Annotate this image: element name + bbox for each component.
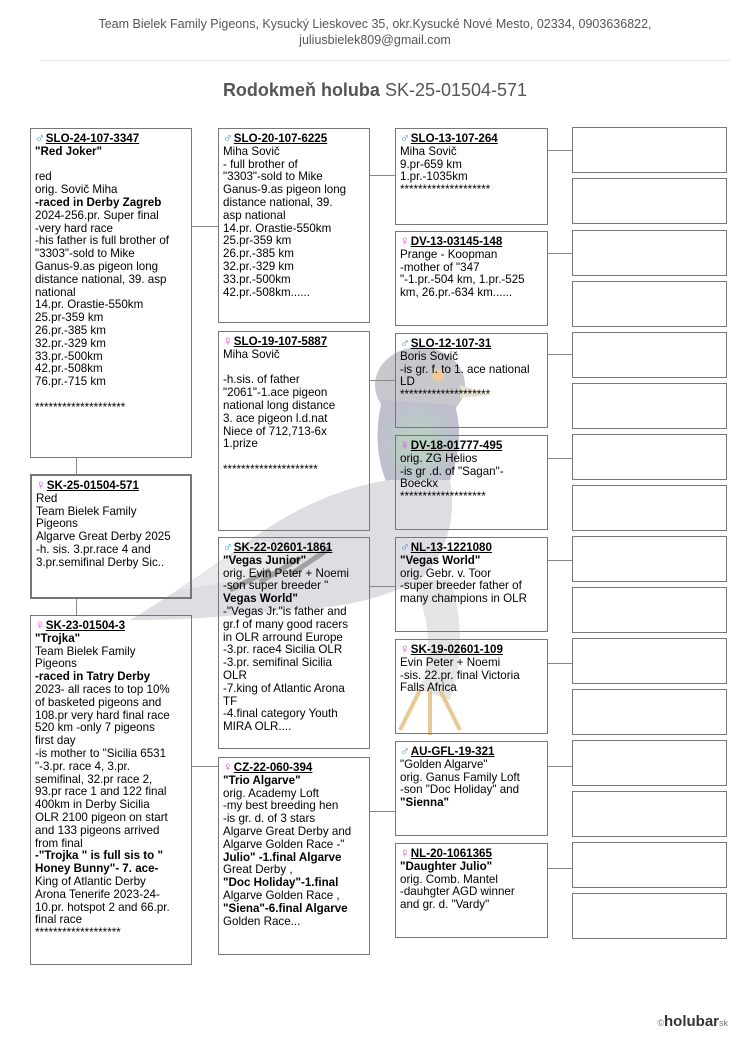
pigeon-line: orig. Academy Loft [223, 786, 320, 800]
pigeon-line: Evin Peter + Noemi [400, 655, 501, 669]
pigeon-line: first day [35, 734, 76, 748]
pigeon-line: 1.prize [223, 437, 258, 451]
header-email: juliusbielek809@gmail.com [299, 33, 451, 47]
pigeon-line: 25.pr-359 km [35, 311, 104, 325]
ring-number[interactable]: SK-22-02601-1861 [233, 541, 333, 554]
pigeon-line: orig. Sovič Miha [35, 183, 118, 197]
connector [76, 457, 77, 474]
pigeon-line: km, 26.pr.-634 km...... [400, 286, 513, 300]
pigeon-line: -son super breeder " [223, 579, 329, 593]
pigeon-line: gr.f of many good racers [223, 617, 349, 631]
empty-ancestor-box[interactable] [572, 689, 727, 735]
pigeon-line: "3303"-sold to Mike [35, 247, 135, 261]
pigeon-line: 520 km -only 7 pigeons [35, 721, 155, 735]
pigeon-line: 76.pr.-715 km [35, 375, 106, 389]
pigeon-line: 25.pr-359 km [223, 234, 292, 248]
pigeon-line: 9.pr-659 km [400, 157, 462, 171]
ring-number[interactable]: DV-18-01777-495 [410, 439, 503, 452]
empty-ancestor-box[interactable] [572, 740, 727, 786]
pigeon-line: Red [36, 491, 58, 505]
connector [548, 150, 572, 151]
pigeon-card-mf[interactable] [218, 537, 370, 749]
pigeon-line: ******************** [35, 400, 126, 414]
pigeon-line: "-1.pr.-504 km, 1.pr.-525 [400, 273, 525, 287]
female-icon: ♀ [223, 759, 233, 774]
header-divider [40, 60, 730, 61]
pigeon-line: Algarve Great Derby 2025 [36, 530, 171, 544]
connector [192, 226, 218, 227]
female-icon: ♀ [400, 845, 410, 860]
pigeon-line: orig. Evin Peter + Noemi [223, 566, 349, 580]
pigeon-line: -very hard race [35, 221, 113, 235]
page-title-ring: SK-25-01504-571 [384, 80, 528, 100]
pigeon-line: from final [35, 836, 83, 850]
breeder-header [0, 16, 750, 48]
pigeon-line: "Siena"-6.final Algarve [223, 901, 348, 915]
pigeon-card-fm[interactable] [218, 331, 370, 531]
pigeon-line: 33.pr.-500km [223, 272, 291, 286]
page-title-label: Rodokmeň holuba [222, 80, 380, 100]
pigeon-line: -h. sis. 3.pr.race 4 and [36, 542, 151, 556]
pigeon-line: ******************* [35, 926, 121, 940]
connector [548, 868, 572, 869]
pigeon-card-mother[interactable] [30, 615, 192, 965]
pigeon-line: Prange - Koopman [400, 247, 498, 261]
female-icon: ♀ [223, 333, 233, 348]
pigeon-line: "Sienna" [400, 796, 450, 810]
pigeon-line: "2061"-1.ace pigeon [223, 386, 328, 400]
ring-number[interactable]: DV-13-03145-148 [410, 235, 503, 248]
pigeon-line: distance national, 39. [223, 195, 333, 209]
connector [548, 663, 572, 664]
pigeon-line: ******************** [400, 388, 491, 402]
holubar-logo [657, 1013, 728, 1030]
pigeon-line: of basketed pigeons and [35, 695, 162, 709]
pigeon-card-subject[interactable] [30, 474, 192, 599]
pigeon-line: 3.pr.semifinal Derby Sic.. [36, 555, 165, 569]
pigeon-line: 42.pr.-508km [35, 362, 103, 376]
pigeon-card-ff[interactable] [218, 128, 370, 323]
pigeon-line: 400km in Derby Sicilia [35, 798, 150, 812]
pigeon-line: final race [35, 913, 83, 927]
ring-number[interactable]: NL-13-1221080 [410, 541, 492, 554]
pigeon-line: and 133 pigeons arrived [35, 823, 160, 837]
pigeon-card-mmf[interactable] [395, 741, 548, 836]
pigeon-line: -my best breeding hen [223, 799, 339, 813]
pigeon-line: "3303"-sold to Mike [223, 170, 323, 184]
pigeon-line: -is gr .d. of "Sagan"- [400, 464, 504, 478]
pigeon-line: -"Trojka " is full sis to " [35, 849, 163, 863]
pigeon-line [35, 159, 187, 172]
female-icon: ♀ [400, 641, 410, 656]
ring-number[interactable]: AU-GFL-19-321 [410, 745, 495, 758]
pigeon-line: -sis. 22.pr. final Victoria [400, 668, 520, 682]
pigeon-line: -h.sis. of father [223, 373, 300, 387]
pigeon-line: "-3.pr. race 4, 3.pr. [35, 759, 130, 773]
pigeon-line: "Golden Algarve" [400, 757, 488, 771]
male-icon: ♂ [223, 539, 233, 554]
pigeon-line: Algarve Golden Race , [223, 888, 340, 902]
pigeon-line: 93.pr race 1 and 122 final [35, 785, 167, 799]
empty-ancestor-box[interactable] [572, 791, 727, 837]
pigeon-line: 26.pr.-385 km [35, 323, 106, 337]
ring-number[interactable]: CZ-22-060-394 [233, 761, 313, 774]
pigeon-line: Algarve Great Derby and [223, 824, 352, 838]
pigeon-line: Pigeons [35, 657, 77, 671]
page-title [0, 80, 750, 101]
pigeon-line: "Trio Algarve" [223, 773, 301, 787]
pigeon-line: Miha Sovič [223, 347, 280, 361]
logo-suffix: sk [719, 1018, 728, 1028]
pigeon-line: -super breeder father of [400, 579, 522, 593]
empty-ancestor-box[interactable] [572, 485, 727, 531]
pigeon-line: Team Bielek Family [35, 644, 136, 658]
pigeon-line: orig. Ganus Family Loft [400, 770, 520, 784]
pigeon-line: King of Atlantic Derby [35, 874, 146, 888]
ring-number[interactable]: SK-19-02601-109 [410, 643, 503, 656]
pigeon-line: -raced in Derby Zagreb [35, 195, 162, 209]
connector [370, 811, 395, 812]
pigeon-line: Boeckx [400, 477, 439, 491]
pigeon-line: -is gr. d. of 3 stars [223, 812, 316, 826]
pigeon-line: -3.pr. semifinal Sicilia [223, 656, 332, 670]
pigeon-line: Niece of 712,713-6x [223, 424, 327, 438]
pigeon-line: Arona Tenerife 2023-24- [35, 887, 160, 901]
pigeon-line: -mother of "347 [400, 260, 480, 274]
pigeon-line: -son "Doc Holiday" and [400, 783, 520, 797]
male-icon: ♂ [400, 130, 410, 145]
pigeon-line: 108.pr very hard final race [35, 708, 170, 722]
male-icon: ♂ [35, 130, 45, 145]
pigeon-line: 42.pr.-508km...... [223, 285, 310, 299]
pigeon-line: -3.pr. race4 Sicilia OLR [223, 643, 343, 657]
pigeon-line: national long distance [223, 398, 336, 412]
pigeon-line: OLR [223, 668, 247, 682]
pigeon-line: "Trojka" [35, 631, 81, 645]
pigeon-line: 33.pr.-500km [35, 349, 103, 363]
empty-ancestor-box[interactable] [572, 127, 727, 173]
empty-ancestor-box[interactable] [572, 587, 727, 633]
pigeon-line: -his father is full brother of [35, 234, 170, 248]
pigeon-line: -raced in Tatry Derby [35, 670, 151, 684]
male-icon: ♂ [400, 539, 410, 554]
pigeon-line: ********************* [223, 462, 318, 476]
empty-ancestor-box[interactable] [572, 536, 727, 582]
pigeon-line: many champions in OLR [400, 592, 527, 606]
pigeon-line: "Daughter Julio" [400, 859, 493, 873]
pigeon-line: Miha Sovič [223, 144, 280, 158]
header-contact-line: Team Bielek Family Pigeons, Kysucký Lieskovec 35, okr.Kysucké Nové Mesto, 02334, 0903636822, [98, 17, 652, 31]
pigeon-card-mmm[interactable] [395, 843, 548, 938]
connector [548, 766, 572, 767]
pigeon-line [35, 389, 187, 402]
pigeon-line: Julio" -1.final Algarve [223, 850, 342, 864]
ring-number[interactable]: SK-25-01504-571 [46, 479, 139, 492]
pigeon-card-fmf[interactable] [395, 333, 548, 428]
empty-ancestor-box[interactable] [572, 383, 727, 429]
pigeon-card-father[interactable] [30, 128, 192, 458]
pigeon-line: LD [400, 375, 415, 389]
empty-ancestor-box[interactable] [572, 893, 727, 939]
connector [548, 354, 572, 355]
ring-number[interactable]: NL-20-1061365 [410, 847, 492, 860]
pigeon-line: -4.final category Youth [223, 707, 338, 721]
pigeon-line: orig. ZG Helios [400, 451, 478, 465]
connector [548, 458, 572, 459]
pigeon-line: Pigeons [36, 517, 78, 531]
pigeon-line: MIRA OLR.... [223, 720, 292, 734]
female-icon: ♀ [400, 437, 410, 452]
pigeon-card-mfm[interactable] [395, 639, 548, 734]
pigeon-card-mff[interactable] [395, 537, 548, 632]
pigeon-line: Team Bielek Family [36, 504, 137, 518]
pigeon-line: national [35, 285, 76, 299]
pigeon-line: 26.pr.-385 km [223, 247, 294, 261]
connector [548, 253, 572, 254]
ring-number[interactable]: SLO-19-107-5887 [233, 335, 328, 348]
pigeon-line: ******************* [400, 490, 486, 504]
pigeon-line: Great Derby , [223, 863, 293, 877]
pigeon-card-mm[interactable] [218, 757, 370, 955]
pigeon-line: -is mother to "Sicilia 6531 [35, 746, 167, 760]
pigeon-line: 3. ace pigeon l.d.nat [223, 411, 328, 425]
pigeon-line: Algarve Golden Race -" [223, 837, 345, 851]
connector [192, 766, 218, 767]
male-icon: ♂ [400, 335, 410, 350]
connector [370, 586, 395, 587]
empty-ancestor-box[interactable] [572, 230, 727, 276]
pigeon-line: asp national [223, 208, 286, 222]
pigeon-line: 14.pr. Orastie-550km [35, 298, 144, 312]
male-icon: ♂ [400, 743, 410, 758]
ring-number[interactable]: SK-23-01504-3 [45, 619, 126, 632]
empty-ancestor-box[interactable] [572, 178, 727, 224]
male-icon: ♂ [223, 130, 233, 145]
pigeon-line: -dauhgter AGD winner [400, 885, 515, 899]
connector [370, 380, 395, 381]
pigeon-line: and gr. d. "Vardy" [400, 898, 490, 912]
pigeon-line: -7.king of Atlantic Arona [223, 681, 345, 695]
pigeon-line: orig. Gebr. v. Toor [400, 566, 492, 580]
female-icon: ♀ [35, 617, 45, 632]
pigeon-line: -"Vegas Jr."is father and [223, 604, 347, 618]
pigeon-line: TF [223, 694, 238, 708]
logo-name: holubar [664, 1013, 719, 1030]
pigeon-line: -is gr. f. to 1. ace national [400, 362, 530, 376]
pigeon-card-fmm[interactable] [395, 435, 548, 530]
ring-number[interactable]: SLO-20-107-6225 [233, 132, 328, 145]
pigeon-line: "Red Joker" [35, 144, 103, 158]
pigeon-line: Falls Africa [400, 681, 457, 695]
pigeon-line: Boris Sovič [400, 349, 458, 363]
pigeon-line: orig. Comb. Mantel [400, 872, 498, 886]
pigeon-line: 2024-256.pr. Super final [35, 208, 159, 222]
pigeon-card-fff[interactable] [395, 128, 548, 225]
pigeon-line: Ganus-9.as pigeon long [35, 259, 159, 273]
pigeon-line: Miha Sovič [400, 144, 457, 158]
pigeon-line: 2023- all races to top 10% [35, 682, 170, 696]
pigeon-line: Ganus-9.as pigeon long [223, 183, 347, 197]
pigeon-line: 32.pr.-329 km [223, 259, 294, 273]
connector [76, 599, 77, 615]
empty-ancestor-box[interactable] [572, 281, 727, 327]
ring-number[interactable]: SLO-24-107-3347 [45, 132, 140, 145]
pigeon-line: in OLR arround Europe [223, 630, 343, 644]
ring-number[interactable]: SLO-12-107-31 [410, 337, 492, 350]
ring-number[interactable]: SLO-13-107-264 [410, 132, 498, 145]
pigeon-line: ******************** [400, 183, 491, 197]
pigeon-line: "Vegas Junior" [223, 553, 307, 567]
pigeon-line: 10.pr. hotspot 2 and 66.pr. [35, 900, 170, 914]
pigeon-line: distance national, 39. asp [35, 272, 167, 286]
pigeon-line: 14.pr. Orastie-550km [223, 221, 332, 235]
pigeon-card-ffm[interactable] [395, 231, 548, 326]
pigeon-line: red [35, 170, 52, 184]
pigeon-line: 1.pr.-1035km [400, 170, 468, 184]
empty-ancestor-box[interactable] [572, 638, 727, 684]
pigeon-line: "Vegas World" [400, 553, 481, 567]
female-icon: ♀ [400, 233, 410, 248]
logo-copyright: © [657, 1018, 664, 1028]
pigeon-line: Vegas World" [223, 592, 298, 606]
empty-ancestor-box[interactable] [572, 434, 727, 480]
pigeon-line: semifinal, 32.pr race 2, [35, 772, 153, 786]
empty-ancestor-box[interactable] [572, 842, 727, 888]
connector [548, 560, 572, 561]
connector [370, 175, 395, 176]
pigeon-line: - full brother of [223, 157, 298, 171]
female-icon: ♀ [36, 477, 46, 492]
empty-ancestor-box[interactable] [572, 332, 727, 378]
pigeon-line: 32.pr.-329 km [35, 336, 106, 350]
pigeon-line: Golden Race... [223, 914, 301, 928]
pigeon-line: Honey Bunny"- 7. ace- [35, 862, 159, 876]
pigeon-line: OLR 2100 pigeon on start [35, 810, 168, 824]
pigeon-line: "Doc Holiday"-1.final [223, 876, 339, 890]
